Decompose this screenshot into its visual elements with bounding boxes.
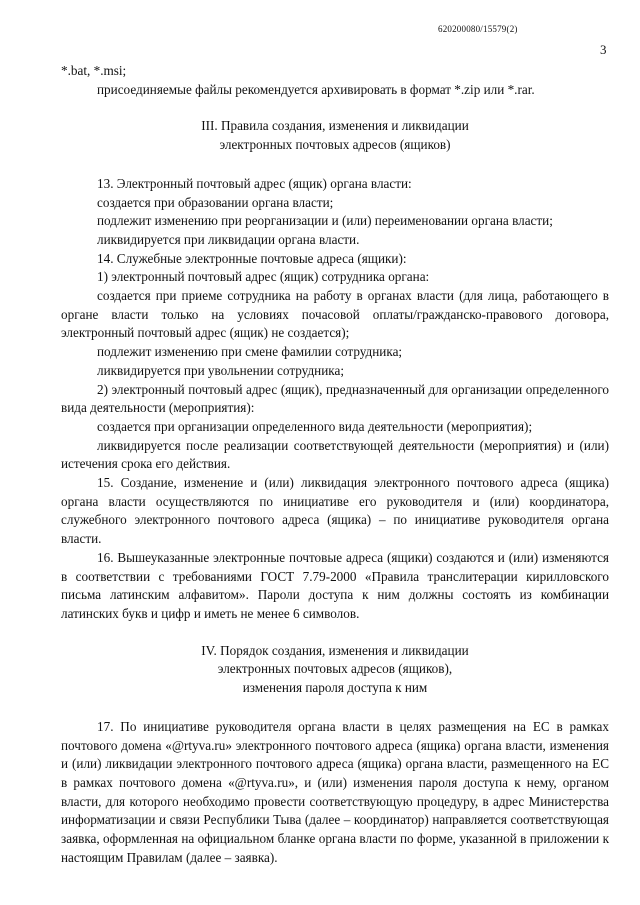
section-3-title-line-2: электронных почтовых адресов (ящиков) — [219, 137, 451, 153]
paragraph-14-item-2-create: создается при организации определенного вида деятельности (мероприятия); — [97, 418, 533, 434]
section-4-title-line-3: изменения пароля доступа к ним — [242, 680, 428, 696]
document-body — [61, 62, 609, 867]
document-id: 620200080/15579(2) — [438, 24, 518, 34]
paragraph-13-item-create: создается при образовании органа власти; — [97, 194, 334, 210]
archive-recommendation: присоединяемые файлы рекомендуется архивировать в формат *.zip или *.rar. — [97, 81, 535, 97]
paragraph-13-item-change: подлежит изменению при реорганизации и (или) переименовании органа власти; — [97, 213, 553, 229]
paragraph-15: 15. Создание, изменение и (или) ликвидация электронного почтового адреса (ящика) органа власти осуществляются по инициативе его руководителя и (или) координатора, служебного электронного почтового адреса (ящика) – по инициативе руководителя органа власти. — [61, 475, 609, 547]
page-number: 3 — [600, 42, 607, 57]
paragraph-13: 13. Электронный почтовый адрес (ящик) органа власти: — [97, 175, 412, 191]
paragraph-14-item-2: 2) электронный почтовый адрес (ящик), предназначенный для организации определенного вида деятельности (мероприятия): — [61, 381, 609, 416]
paragraph-14: 14. Служебные электронные почтовые адреса (ящики): — [97, 250, 407, 266]
file-extension-line: *.bat, *.msi; — [61, 63, 127, 78]
paragraph-17: 17. По инициативе руководителя органа власти в целях размещения на ЕС в рамках почтового домена «@rtyva.ru» электронного почтового адреса (ящика) органа власти, изменения и (или) ликвидации электронного почтового адреса (ящика) органа власти, размещенного на ЕС в рамках почтового домена «@rtyva.ru», и (или) изменения пароля доступа к нему, органом власти, для которого необходимо провести соответствующую процедуру, в адрес Министерства информатизации и связи Республики Тыва (далее – координатор) направляется соответствующая заявка, оформленная на официальном бланке органа власти по форме, указанной в приложении к настоящим Правилам (далее – заявка). — [61, 718, 609, 865]
section-3-title-line-1: III. Правила создания, изменения и ликвидации — [201, 118, 469, 134]
paragraph-14-item-1-delete: ликвидируется при увольнении сотрудника; — [97, 362, 344, 378]
paragraph-14-item-2-delete: ликвидируется после реализации соответствующей деятельности (мероприятия) и (или) истечения срока его действия. — [61, 437, 609, 472]
paragraph-14-item-1: 1) электронный почтовый адрес (ящик) сотрудника органа: — [97, 269, 430, 285]
paragraph-13-item-delete: ликвидируется при ликвидации органа власти. — [97, 231, 360, 247]
paragraph-14-item-1-change: подлежит изменению при смене фамилии сотрудника; — [97, 344, 403, 360]
paragraph-16: 16. Вышеуказанные электронные почтовые адреса (ящики) создаются и (или) изменяются в соответствии с требованиями ГОСТ 7.79-2000 «Правила транслитерации кирилловского письма латинским алфавитом». Пароли доступа к ним должны состоять из комбинации латинских букв и цифр и иметь не менее 6 символов. — [61, 549, 609, 621]
section-4-title-line-1: IV. Порядок создания, изменения и ликвидации — [201, 642, 469, 658]
section-4-title-line-2: электронных почтовых адресов (ящиков), — [217, 661, 453, 677]
paragraph-14-item-1-create: создается при приеме сотрудника на работу в органах власти (для лица, работающего в органе власти только на условиях почасовой оплаты/гражданско-правового договора, электронный почтовый адрес (ящик) не создается); — [61, 288, 609, 341]
